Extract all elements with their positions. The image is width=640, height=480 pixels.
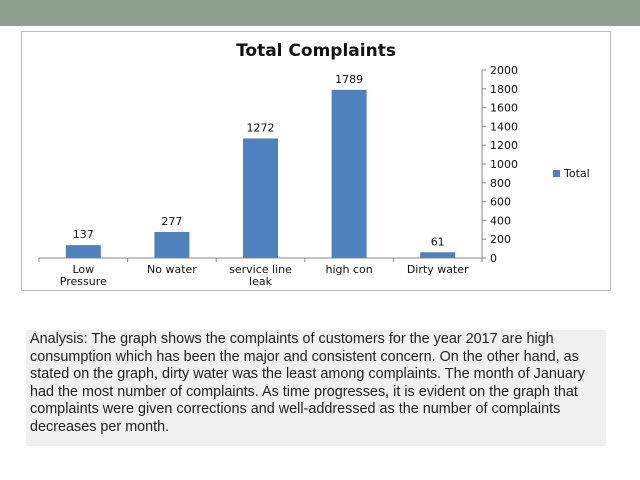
y-tick-label: 200 [490,233,511,247]
bar [332,90,367,258]
y-tick-label: 1000 [490,158,518,171]
x-tick-label: Low Pressure [59,263,107,288]
data-label: 137 [72,228,94,242]
data-label: 61 [430,235,445,249]
x-tick-label: service line leak [229,263,292,288]
chart-frame [21,31,611,291]
bar [243,138,278,258]
y-tick-label: 1400 [490,120,518,134]
y-tick-label: 1600 [490,101,518,115]
x-tick-label: No water [147,263,197,276]
x-tick-label: high con [325,263,373,276]
y-tick-label: 800 [490,176,511,190]
y-axis [482,64,518,265]
x-axis [39,258,482,288]
legend [553,167,590,180]
y-tick-label: 1800 [490,82,518,96]
y-tick-label: 1200 [490,139,518,153]
legend-swatch [553,170,560,177]
analysis-text: Analysis: The graph shows the complaints of customers for the year 2017 are high consumption which has been the major and consistent concern. On the other hand, as stated on the graph, dirty water was the least among complaints. The month of January had the most number of complaints. As time progresses, it is evident on the graph that complaints were given corrections and well-addressed as the number of complaints decreases per month. [26,330,606,446]
legend-label: Total [564,167,590,180]
top-band [0,0,640,26]
chart-title: Total Complaints [236,41,396,61]
data-label: 277 [161,214,183,228]
bar [154,232,189,258]
bar [420,252,455,258]
bar-chart [22,32,612,292]
bar [66,245,101,258]
y-tick-label: 2000 [490,64,518,77]
x-tick-label: Dirty water [406,263,469,276]
data-label: 1272 [246,121,275,135]
bars-layer [66,90,455,258]
data-label: 1789 [335,72,364,86]
y-tick-label: 0 [490,252,497,265]
y-tick-label: 600 [490,195,511,209]
y-tick-label: 400 [490,214,511,228]
